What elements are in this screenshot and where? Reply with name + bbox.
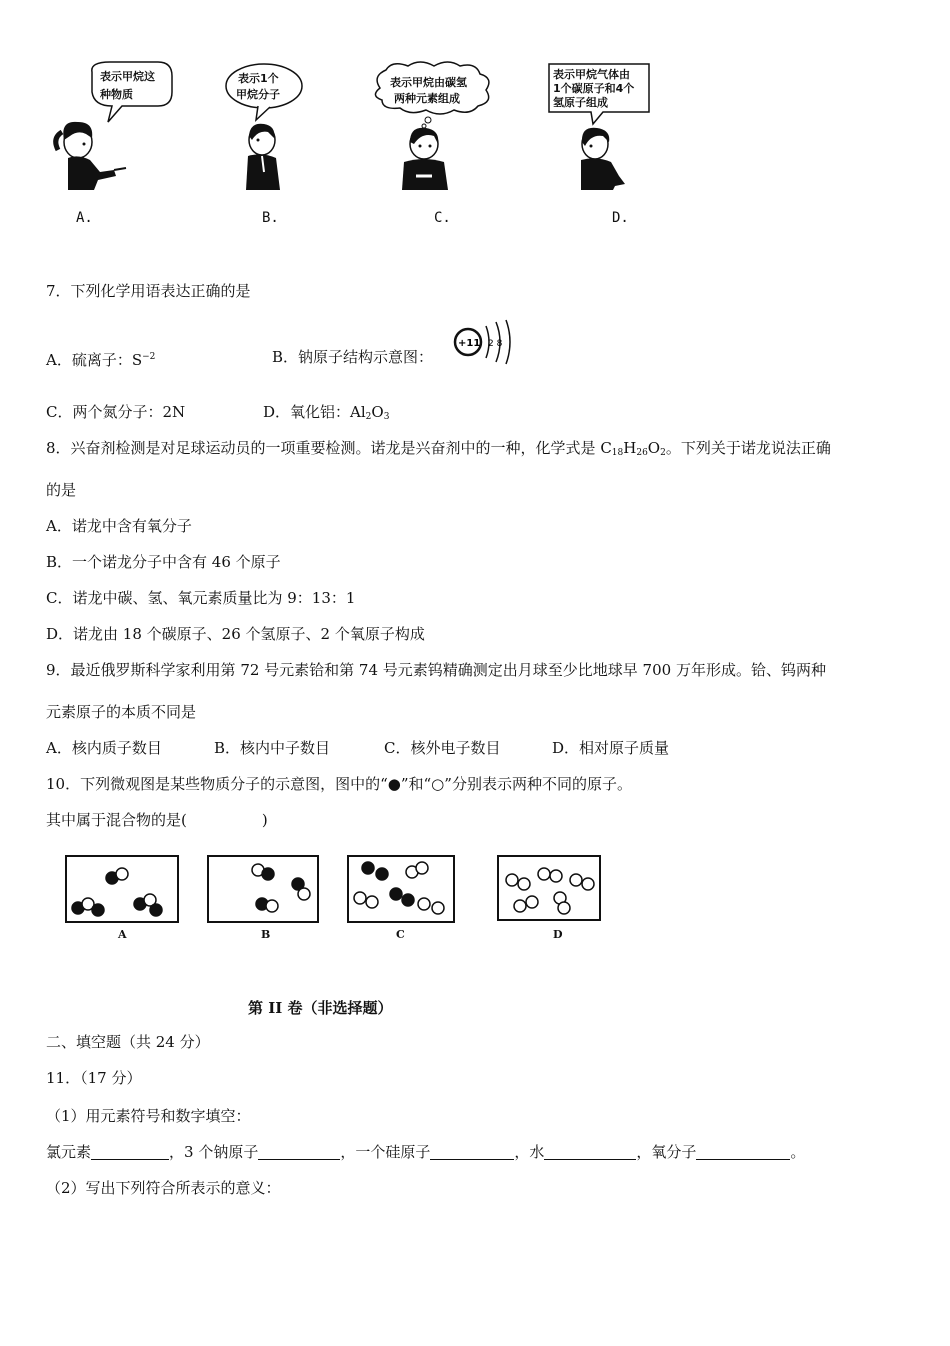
q8-formula-o: O <box>647 439 661 457</box>
part2-section-heading: 二、填空题（共 24 分） <box>46 1033 210 1051</box>
fill-blank-water[interactable] <box>544 1143 636 1160</box>
q7-option-a-charge: −2 <box>142 352 156 362</box>
diagram-shell-counts: 2 8 <box>488 339 503 349</box>
fill-label-water: ，水 <box>514 1143 545 1161</box>
bubble-d-line2: 1个碳原子和4个 <box>553 82 635 95</box>
q8-stem-text: 8．兴奋剂检测是对足球运动员的一项重要检测。诺龙是兴奋剂中的一种，化学式是 C <box>46 439 612 457</box>
box-label-a: A <box>118 928 127 941</box>
q7-option-d-text: D．氧化铝：Al <box>263 403 366 421</box>
bubble-a-line1: 表示甲烷这 <box>100 70 155 83</box>
q11-sub1: （1）用元素符号和数字填空： <box>46 1107 251 1125</box>
bubble-d-line3: 氢原子组成 <box>553 96 608 109</box>
q8-formula-h-count: 26 <box>636 448 648 458</box>
q9-stem-line1: 9．最近俄罗斯科学家利用第 72 号元素铪和第 74 号元素钨精确测定出月球至少比地球早 700 万年形成。铪、钨两种 <box>46 661 826 679</box>
q9-option-a: A．核内质子数目 <box>46 739 162 757</box>
fill-label-chlorine: 氯元素 <box>46 1143 92 1161</box>
q9-option-d: D．相对原子质量 <box>552 739 670 757</box>
q8-formula-o-count: 2 <box>660 448 666 458</box>
bubble-b-line1: 表示1个 <box>238 72 279 85</box>
bubble-c-line2: 两种元素组成 <box>394 92 460 105</box>
fill-label-silicon: ，一个硅原子 <box>340 1143 431 1161</box>
q8-formula-h: H <box>623 439 637 457</box>
cartoon-girl-a <box>50 60 180 200</box>
q7-option-a-text: A．硫离子：S <box>46 351 143 369</box>
q10-stem-line1: 10．下列微观图是某些物质分子的示意图，图中的“●”和“○”分别表示两种不同的原子。 <box>46 775 632 793</box>
q11-heading: 11．（17 分） <box>46 1069 142 1087</box>
figure-label-d: D. <box>612 210 629 226</box>
figure-label-a: A. <box>76 210 93 226</box>
q7-option-b: B．钠原子结构示意图： <box>272 348 434 366</box>
figure-label-c: C. <box>434 210 451 226</box>
fill-period: 。 <box>790 1143 806 1161</box>
q7-option-d <box>263 402 389 427</box>
q11-sub2: （2）写出下列符合所表示的意义： <box>46 1179 281 1197</box>
bubble-a-line2: 种物质 <box>100 88 133 101</box>
q10-stem-line2: 其中属于混合物的是( ) <box>46 811 268 829</box>
fill-label-oxygen: ，氧分子 <box>636 1143 697 1161</box>
diagram-nucleus: +11 <box>458 338 481 349</box>
q9-option-c: C．核外电子数目 <box>384 739 501 757</box>
q7-option-d-o: O <box>371 403 384 421</box>
q7-option-a <box>46 347 155 370</box>
fill-blank-oxygen[interactable] <box>696 1143 790 1160</box>
bubble-d-line1: 表示甲烷气体由 <box>553 68 630 81</box>
part2-title: 第 II 卷（非选择题） <box>248 999 393 1017</box>
bubble-c-line1: 表示甲烷由碳氢 <box>390 76 467 89</box>
q7-stem: 7．下列化学用语表达正确的是 <box>46 282 251 300</box>
q9-stem-line2: 元素原子的本质不同是 <box>46 703 197 721</box>
molecule-boxes-figure <box>60 850 620 930</box>
q8-stem-line2: 的是 <box>46 481 77 499</box>
q8-option-d: D．诺龙由 18 个碳原子、26 个氢原子、2 个氧原子构成 <box>46 625 425 643</box>
q8-stem-line1 <box>46 438 831 463</box>
fill-blank-sodium[interactable] <box>258 1143 340 1160</box>
box-label-c: C <box>396 928 405 941</box>
figure-label-b: B. <box>262 210 279 226</box>
q7-option-c: C．两个氮分子：2N <box>46 403 186 421</box>
fill-blank-chlorine[interactable] <box>91 1143 169 1160</box>
q8-option-b: B．一个诺龙分子中含有 46 个原子 <box>46 553 281 571</box>
bubble-b-line2: 甲烷分子 <box>236 88 280 101</box>
q11-fill-line <box>46 1142 805 1162</box>
cartoon-boy-c <box>368 60 508 200</box>
box-label-b: B <box>261 928 271 941</box>
q8-option-c: C．诺龙中碳、氢、氧元素质量比为 9：13：1 <box>46 589 356 607</box>
fill-blank-silicon[interactable] <box>430 1143 514 1160</box>
box-label-d: D <box>553 928 563 941</box>
fill-label-sodium: ，3 个钠原子 <box>169 1143 259 1161</box>
q8-formula-c-count: 18 <box>611 448 624 458</box>
q7-option-d-sub2: 3 <box>383 412 390 422</box>
q8-option-a: A．诺龙中含有氧分子 <box>46 517 192 535</box>
q7-option-d-sub1: 2 <box>365 412 372 422</box>
cartoon-boy-d <box>545 60 665 200</box>
sodium-atom-diagram <box>448 318 518 368</box>
q8-stem-text-end: 。下列关于诺龙说法正确 <box>665 439 831 457</box>
cartoon-man-b <box>218 60 328 200</box>
q9-option-b: B．核内中子数目 <box>214 739 331 757</box>
